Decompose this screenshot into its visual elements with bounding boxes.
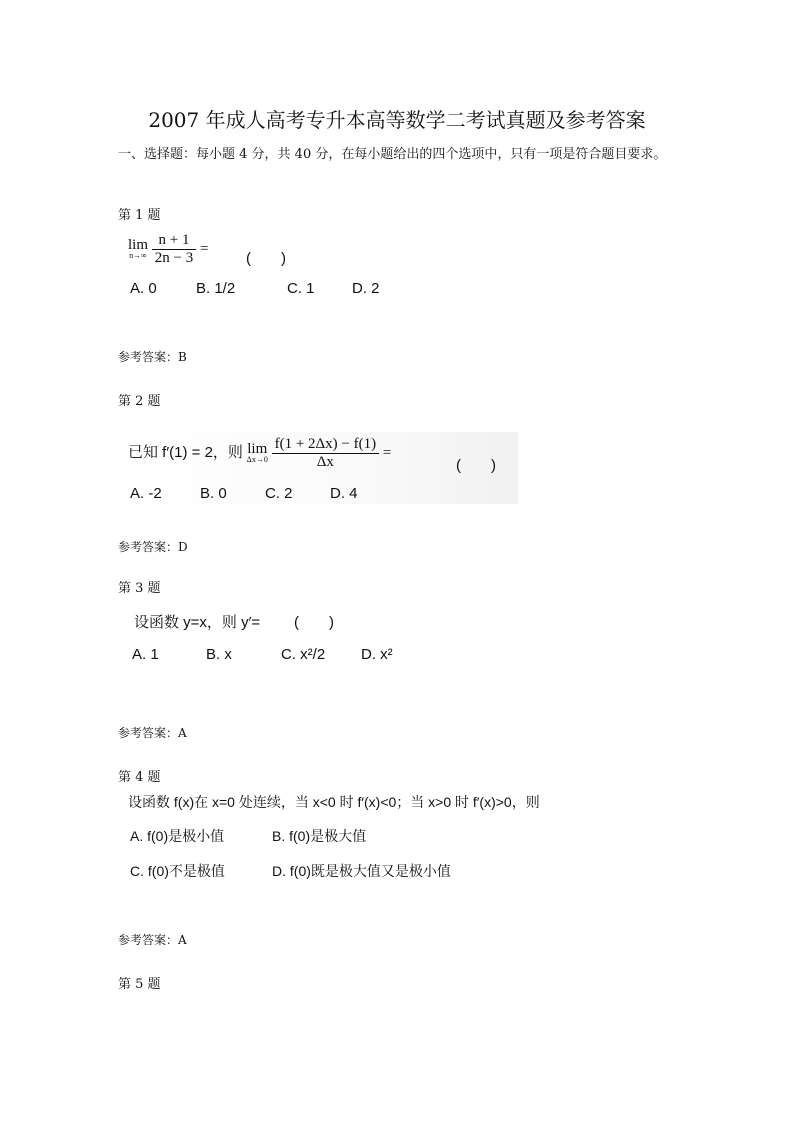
section-intro: 一、选择题：每小题 4 分，共 40 分，在每小题给出的四个选项中，只有一项是符合题目要求。 bbox=[118, 147, 667, 162]
limit-operator: lim n→∞ bbox=[128, 237, 149, 260]
question-3-option-b: B. x bbox=[206, 646, 232, 663]
question-4-option-b: B. f(0)是极大值 bbox=[272, 828, 367, 844]
question-3-stem: 设函数 y=x，则 y′= bbox=[134, 614, 261, 631]
fraction bbox=[272, 436, 380, 471]
question-1-answer-blank: ( ) bbox=[246, 250, 286, 267]
equals-sign: = bbox=[382, 444, 392, 461]
question-2-label: 第 2 题 bbox=[118, 394, 161, 409]
question-2-option-d: D. 4 bbox=[330, 485, 358, 502]
question-4-option-a: A. f(0)是极小值 bbox=[130, 828, 225, 844]
question-1-option-b: B. 1/2 bbox=[196, 280, 236, 297]
question-3-option-c: C. x²/2 bbox=[281, 646, 326, 663]
question-1-answer: 参考答案：B bbox=[118, 350, 187, 364]
question-2-answer: 参考答案：D bbox=[118, 540, 188, 554]
question-5-label: 第 5 题 bbox=[118, 977, 161, 992]
question-2-option-b: B. 0 bbox=[200, 485, 227, 502]
question-3-answer: 参考答案：A bbox=[118, 726, 187, 740]
question-3-answer-blank: ( ) bbox=[294, 614, 334, 631]
fraction-denominator: 2n − 3 bbox=[154, 250, 194, 266]
question-2-option-c: C. 2 bbox=[265, 485, 293, 502]
limit-operator: lim Δx→0 bbox=[246, 441, 268, 464]
question-1-label: 第 1 题 bbox=[118, 208, 161, 223]
question-4-stem: 设函数 f(x)在 x=0 处连续，当 x<0 时 f′(x)<0；当 x>0 时 f′(x)>0，则 bbox=[128, 794, 540, 810]
fraction-numerator: f(1 + 2Δx) − f(1) bbox=[272, 436, 380, 454]
question-4-option-c: C. f(0)不是极值 bbox=[130, 863, 225, 879]
question-1-formula bbox=[128, 232, 208, 267]
question-4-label: 第 4 题 bbox=[118, 770, 161, 785]
question-1-option-a: A. 0 bbox=[130, 280, 157, 297]
question-2-answer-blank: ( ) bbox=[456, 457, 496, 474]
question-2-option-a: A. -2 bbox=[130, 485, 162, 502]
question-2-prefix: 已知 f′(1) = 2，则 bbox=[128, 443, 243, 461]
fraction bbox=[152, 232, 196, 267]
question-4-answer: 参考答案：A bbox=[118, 933, 187, 947]
question-3-option-d: D. x² bbox=[361, 646, 393, 663]
question-3-option-a: A. 1 bbox=[132, 646, 159, 663]
question-2-formula bbox=[128, 436, 391, 471]
question-4-option-d: D. f(0)既是极大值又是极小值 bbox=[272, 863, 451, 879]
fraction-denominator: Δx bbox=[316, 454, 334, 470]
question-1-option-d: D. 2 bbox=[352, 280, 380, 297]
page-title: 2007 年成人高考专升本高等数学二考试真题及参考答案 bbox=[148, 108, 646, 132]
question-3-label: 第 3 题 bbox=[118, 581, 161, 596]
question-1-option-c: C. 1 bbox=[287, 280, 315, 297]
fraction-numerator: n + 1 bbox=[152, 232, 196, 250]
equals-sign: = bbox=[199, 240, 209, 257]
